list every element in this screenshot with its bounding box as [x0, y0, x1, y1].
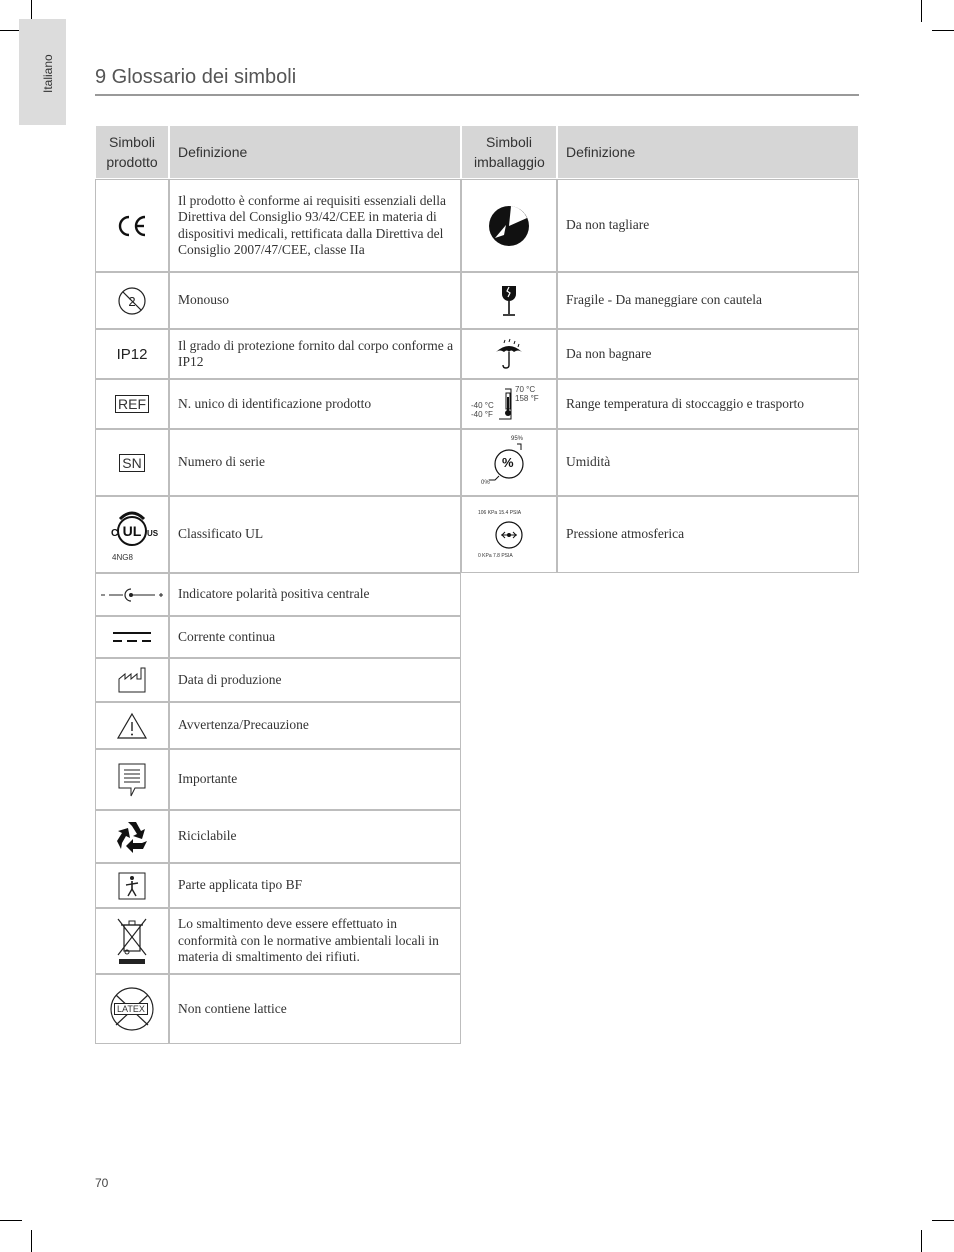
product-symbol-cell [95, 702, 169, 749]
packaging-symbol-cell [461, 179, 557, 272]
product-symbol-cell [95, 749, 169, 810]
product-symbol-cell [95, 810, 169, 863]
do-not-cut-icon [488, 205, 530, 247]
ref-label: REF [115, 395, 149, 413]
manufacture-date-icon [118, 667, 146, 693]
humidity-high: 95% [511, 435, 524, 442]
product-definition: Avvertenza/Precauzione [169, 702, 461, 749]
center-positive-polarity-icon [99, 587, 165, 603]
crop-mark [932, 1220, 954, 1221]
packaging-definition: Pressione atmosferica [557, 496, 859, 573]
page-title: 9 Glossario dei simboli [95, 66, 297, 88]
crop-mark [921, 0, 922, 22]
header-definition-left: Definizione [169, 125, 461, 179]
packaging-definition: Fragile - Da maneggiare con cautela [557, 272, 859, 329]
crop-mark [0, 1220, 22, 1221]
product-symbol-cell [95, 658, 169, 702]
product-definition: Numero di serie [169, 429, 461, 496]
recycle-icon [114, 819, 150, 855]
header-definition-right: Definizione [557, 125, 859, 179]
humidity-symbol: % [502, 454, 514, 470]
product-definition: Non contiene lattice [169, 974, 461, 1044]
ip12-label: IP12 [116, 345, 148, 363]
product-definition: Riciclabile [169, 810, 461, 863]
packaging-definition: Da non tagliare [557, 179, 859, 272]
product-symbol-cell [95, 496, 169, 573]
product-definition: Corrente continua [169, 616, 461, 658]
header-product-symbols: Simboli prodotto [95, 125, 169, 179]
language-label: Italiano [41, 54, 55, 93]
fragile-icon [500, 284, 518, 318]
product-symbol-cell [95, 179, 169, 272]
language-side-tab [19, 19, 66, 125]
temp-low-c: -40 °C [471, 401, 494, 410]
packaging-definition: Range temperatura di stoccaggio e trasporto [557, 379, 859, 429]
direct-current-icon [113, 631, 151, 643]
ul-file-code: 4NG8 [112, 552, 133, 562]
single-use-icon [117, 286, 147, 316]
temp-high-c: 70 °C [515, 385, 536, 394]
product-definition: Classificato UL [169, 496, 461, 573]
packaging-symbol-cell [461, 429, 557, 496]
packaging-definition: Da non bagnare [557, 329, 859, 379]
product-definition: Il grado di protezione fornito dal corpo conforme a IP12 [169, 329, 461, 379]
packaging-symbol-cell [461, 329, 557, 379]
product-definition: Data di produzione [169, 658, 461, 702]
svg-text:US: US [147, 528, 159, 538]
crop-mark [932, 30, 954, 31]
ul-classified-icon [104, 505, 160, 555]
humidity-low: 0% [481, 479, 490, 486]
sn-label: SN [119, 454, 144, 472]
product-definition: Lo smaltimento deve essere effettuato in conformità con le normative ambientali locali in materia di smaltimento dei rifiuti. [169, 908, 461, 974]
title-divider [95, 94, 859, 96]
warning-icon [116, 712, 148, 740]
product-symbol-cell [95, 573, 169, 616]
product-symbol-cell [95, 329, 169, 379]
svg-text:2: 2 [128, 293, 136, 309]
product-definition: Il prodotto è conforme ai requisiti essenziali della Direttiva del Consiglio 93/42/CEE in materia di dispositivi medicali, rettificata dalla Direttiva del Consiglio 2007/47/CEE, classe IIa [169, 179, 461, 272]
product-symbol-cell [95, 974, 169, 1044]
important-note-icon [117, 762, 147, 798]
temp-low-f: -40 °F [471, 410, 493, 419]
product-definition: Monouso [169, 272, 461, 329]
pressure-high: 106 KPa 15.4 PSIA [478, 509, 522, 516]
product-symbol-cell [95, 272, 169, 329]
crop-mark [31, 1230, 32, 1252]
svg-text:UL: UL [122, 522, 142, 539]
product-definition: Indicatore polarità positiva centrale [169, 573, 461, 616]
packaging-symbol-cell [461, 496, 557, 573]
svg-text:C: C [111, 527, 119, 539]
product-symbol-cell [95, 379, 169, 429]
packaging-definition: Umidità [557, 429, 859, 496]
product-symbol-cell [95, 616, 169, 658]
product-definition: Importante [169, 749, 461, 810]
packaging-symbol-cell [461, 379, 557, 429]
keep-dry-icon [494, 338, 524, 370]
header-packaging-symbols: Simboli imballaggio [461, 125, 557, 179]
page-number: 70 [95, 1176, 109, 1190]
crop-mark [921, 1230, 922, 1252]
pressure-low: 0 KPa 7.8 PSIA [478, 552, 513, 559]
ce-mark-icon [116, 214, 148, 238]
product-definition: N. unico di identificazione prodotto [169, 379, 461, 429]
packaging-symbol-cell [461, 272, 557, 329]
temp-high-f: 158 °F [515, 394, 539, 403]
product-definition: Parte applicata tipo BF [169, 863, 461, 908]
weee-bin-icon [116, 917, 148, 965]
latex-label: LATEX [114, 1003, 148, 1015]
type-bf-icon [118, 872, 146, 900]
product-symbol-cell [95, 429, 169, 496]
product-symbol-cell [95, 908, 169, 974]
product-symbol-cell [95, 863, 169, 908]
